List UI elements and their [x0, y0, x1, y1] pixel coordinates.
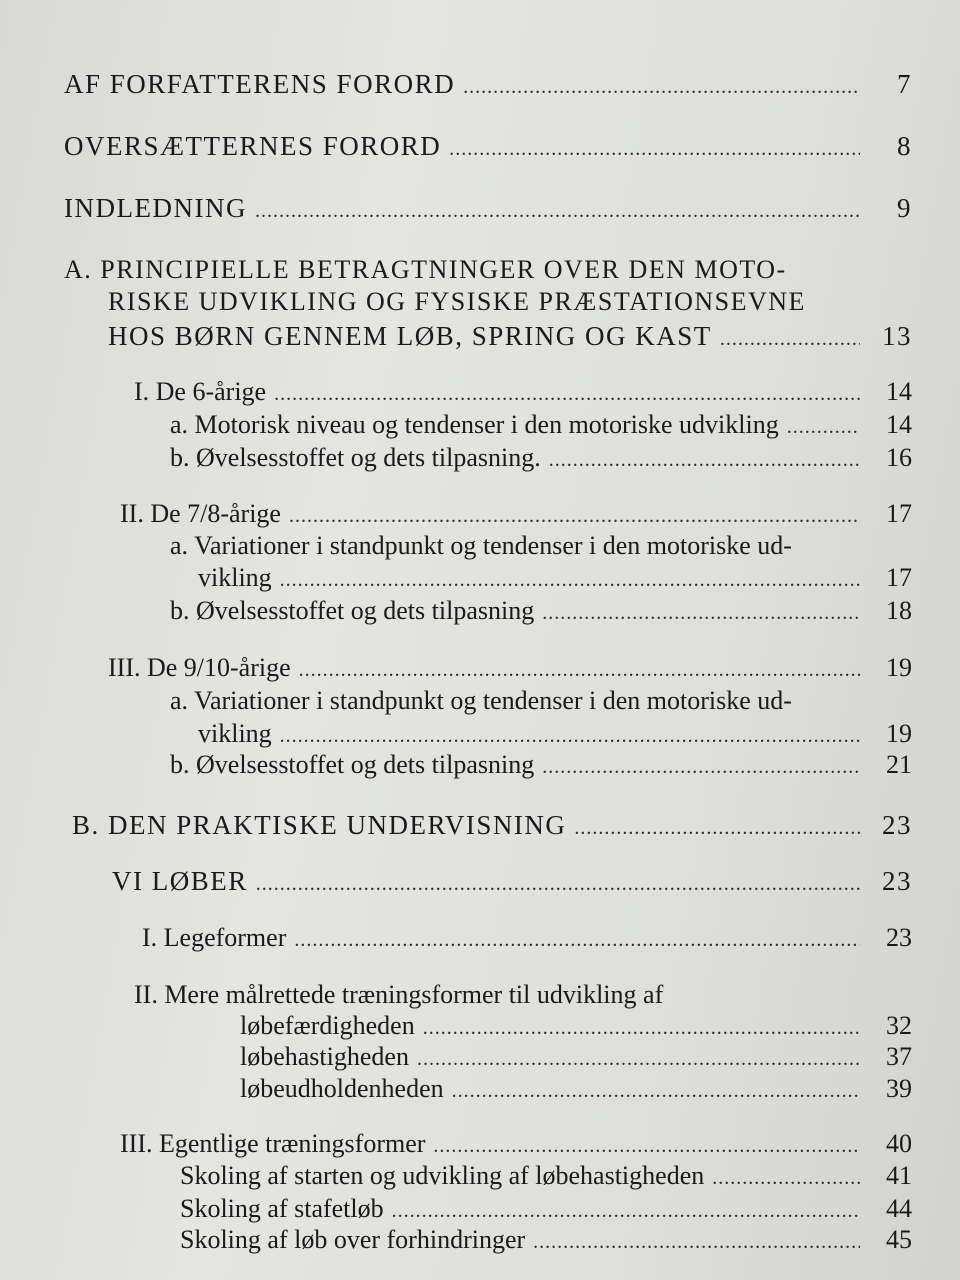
dot-leader: [280, 564, 860, 596]
toc-entry-b-II-item[interactable]: [240, 1010, 912, 1044]
toc-entry-section-a[interactable]: [108, 320, 912, 355]
toc-page-number: 23: [882, 810, 912, 840]
toc-entry-a-III-b[interactable]: [170, 749, 912, 783]
toc-entry-b-II-heading: II. Mere målrettede træningsformer til udvikling af: [134, 980, 664, 1009]
toc-entry-a-II-a[interactable]: [198, 562, 912, 596]
toc-page-number: 19: [886, 653, 912, 682]
toc-page-number: 18: [886, 596, 912, 625]
dot-leader: [449, 133, 860, 165]
toc-entry-oversaetternes-forord[interactable]: [64, 130, 912, 165]
dot-leader: [423, 1012, 860, 1044]
dot-leader: [542, 751, 860, 783]
toc-entry-title: I. De 6-årige: [134, 377, 267, 406]
toc-entry-title: INDLEDNING: [64, 193, 247, 223]
toc-page-number: 16: [886, 443, 912, 472]
toc-entry-title: løbehastigheden: [240, 1042, 409, 1071]
toc-entry-a-I-b[interactable]: [170, 442, 912, 476]
toc-entry-title: OVERSÆTTERNES FORORD: [64, 131, 442, 161]
section-a-title-line2: RISKE UDVIKLING OG FYSISKE PRÆSTATIONSEVNE: [108, 287, 806, 316]
toc-page-number: 17: [886, 563, 912, 592]
toc-entry-title: III. De 9/10-årige: [108, 653, 291, 682]
dot-leader: [787, 411, 860, 443]
toc-entry-forfatterens-forord[interactable]: [64, 68, 912, 103]
toc-entry-a-I[interactable]: [134, 376, 912, 410]
dot-leader: [452, 1075, 860, 1107]
toc-page-number: 23: [886, 923, 912, 952]
toc-page-number: 23: [882, 866, 912, 896]
toc-page-number: 41: [886, 1161, 912, 1190]
toc-page-number: 45: [886, 1225, 912, 1254]
toc-entry-b-III-item[interactable]: [180, 1160, 912, 1194]
dot-leader: [574, 812, 860, 844]
toc-page-number: 8: [897, 131, 912, 161]
dot-leader: [294, 924, 860, 956]
toc-entry-title: a. Motorisk niveau og tendenser i den motoriske udvikling: [170, 410, 779, 439]
section-a-title-line1: A. PRINCIPIELLE BETRAGTNINGER OVER DEN MOTO-: [64, 255, 787, 284]
toc-entry-a-II-b[interactable]: [170, 595, 912, 629]
toc-page-number: 21: [886, 750, 912, 779]
toc-entry-vi-lober[interactable]: [112, 865, 912, 900]
toc-entry-section-b[interactable]: [72, 809, 912, 844]
dot-leader: [289, 500, 860, 532]
toc-entry-a-III-a-line1: a. Variationer i standpunkt og tendenser i den motoriske ud-: [170, 686, 792, 715]
toc-page-number: 40: [886, 1129, 912, 1158]
toc-page-number: 14: [886, 410, 912, 439]
toc-page-number: 13: [882, 321, 912, 351]
toc-entry-b-III[interactable]: [120, 1128, 912, 1162]
dot-leader: [299, 654, 860, 686]
toc-entry-title: Skoling af starten og udvikling af løbehastigheden: [180, 1161, 705, 1190]
dot-leader: [417, 1043, 860, 1075]
toc-entry-a-III[interactable]: [108, 652, 912, 686]
toc-page-number: 9: [897, 193, 912, 223]
toc-entry-b-II-item[interactable]: [240, 1041, 912, 1075]
toc-page-number: 44: [886, 1194, 912, 1223]
dot-leader: [720, 323, 860, 355]
toc-entry-title: vikling: [198, 719, 272, 748]
toc-entry-b-III-item[interactable]: [180, 1193, 912, 1227]
dot-leader: [256, 868, 860, 900]
toc-entry-a-II[interactable]: [120, 498, 912, 532]
toc-entry-title: I. Legeformer: [142, 923, 287, 952]
dot-leader: [433, 1130, 860, 1162]
toc-entry-title: AF FORFATTERENS FORORD: [64, 69, 456, 99]
toc-entry-a-II-a-line1: a. Variationer i standpunkt og tendenser i den motoriske ud-: [170, 531, 792, 560]
toc-entry-title: III. Egentlige træningsformer: [120, 1129, 426, 1158]
toc-page-number: 37: [886, 1042, 912, 1071]
toc-entry-title: II. De 7/8-årige: [120, 499, 281, 528]
toc-entry-title: Skoling af løb over forhindringer: [180, 1225, 526, 1254]
toc-entry-title: b. Øvelsesstoffet og dets tilpasning: [170, 596, 535, 625]
dot-leader: [274, 378, 860, 410]
dot-leader: [533, 1226, 860, 1258]
toc-entry-b-III-item[interactable]: [180, 1224, 912, 1258]
dot-leader: [549, 444, 860, 476]
dot-leader: [542, 597, 860, 629]
toc-page-number: 39: [886, 1074, 912, 1103]
toc-entry-title: b. Øvelsesstoffet og dets tilpasning.: [170, 443, 541, 472]
toc-entry-a-III-a[interactable]: [198, 718, 912, 752]
toc-page-number: 17: [886, 499, 912, 528]
toc-entry-title: HOS BØRN GENNEM LØB, SPRING OG KAST: [108, 321, 712, 351]
toc-entry-indledning[interactable]: [64, 192, 912, 227]
toc-entry-b-I[interactable]: [142, 922, 912, 956]
toc-entry-title: Skoling af stafetløb: [180, 1194, 384, 1223]
toc-entry-b-II-item[interactable]: [240, 1073, 912, 1107]
dot-leader: [712, 1162, 860, 1194]
toc-entry-title: løbefærdigheden: [240, 1011, 415, 1040]
toc-page-number: 19: [886, 719, 912, 748]
toc-entry-title: B. DEN PRAKTISKE UNDERVISNING: [72, 810, 567, 840]
dot-leader: [280, 720, 860, 752]
toc-entry-title: løbeudholdenheden: [240, 1074, 444, 1103]
toc-page-number: 14: [886, 377, 912, 406]
dot-leader: [463, 71, 860, 103]
toc-page-number: 32: [886, 1011, 912, 1040]
toc-entry-a-I-a[interactable]: [170, 409, 912, 443]
dot-leader: [392, 1195, 860, 1227]
toc-entry-title: b. Øvelsesstoffet og dets tilpasning: [170, 750, 535, 779]
toc-entry-title: vikling: [198, 563, 272, 592]
toc-page-number: 7: [897, 69, 912, 99]
dot-leader: [255, 195, 860, 227]
toc-entry-title: VI LØBER: [112, 866, 248, 896]
